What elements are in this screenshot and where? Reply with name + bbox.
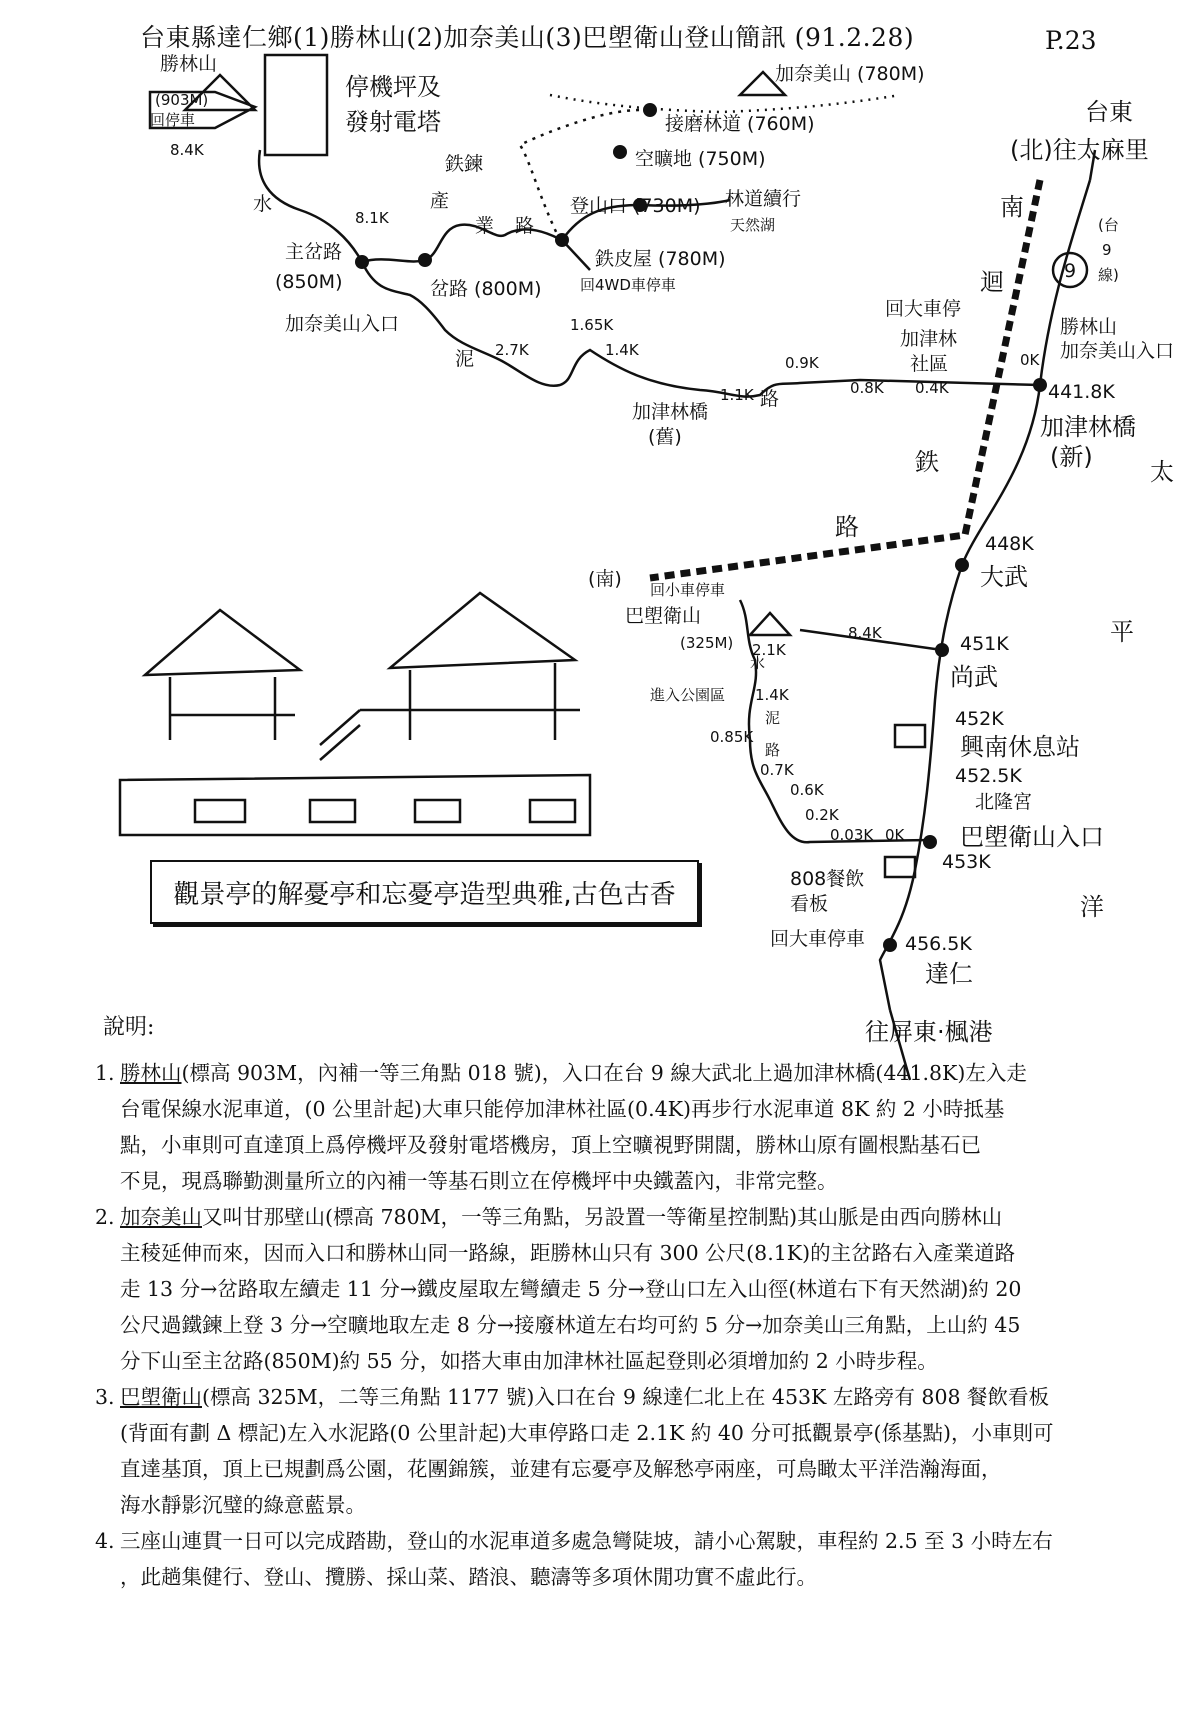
label-road-char: 路 [760, 388, 780, 410]
label-shenglin: 勝林山 [160, 53, 218, 75]
label-shenglin-note: 回停車 [150, 111, 196, 129]
label-dist-1-4k: 1.4K [605, 341, 639, 359]
note-number: 2. [95, 1205, 115, 1229]
label-main-fork-elev: (850M) [275, 271, 343, 293]
label-bus-park-3: 社區 [910, 353, 949, 375]
label-mud-b: 泥 [765, 709, 781, 727]
label-rail-2: 路 [835, 513, 859, 541]
label-dist-1-1k: 1.1K [720, 386, 754, 404]
label-sign-2: 看板 [790, 893, 829, 915]
note-line: ，此趟集健行、登山、攬勝、採山菜、踏浪、聽濤等多項休閒功實不虛此行。 [120, 1565, 817, 1589]
label-dist-0-03k: 0.03K [830, 826, 874, 844]
note-line: 海水靜影沉璧的綠意藍景。 [120, 1493, 366, 1517]
label-water-1: 水 [253, 193, 273, 215]
label-km-456-5: 456.5K [905, 933, 972, 955]
note-4 [95, 1523, 1195, 1595]
label-dist-2-7k: 2.7K [495, 341, 529, 359]
label-dist-0-9k: 0.9K [785, 354, 819, 372]
label-km-441-8: 441.8K [1048, 381, 1115, 403]
label-dist-2-1k: 2.1K [752, 641, 786, 659]
tower-icon [265, 55, 327, 155]
label-shangwu: 尚武 [950, 663, 998, 691]
label-loop-char: 迴 [980, 268, 1004, 296]
label-route9-2: 9 [1102, 241, 1112, 259]
label-sign-1: 808餐飲 [790, 868, 865, 890]
note-3 [95, 1379, 1195, 1523]
pavilion-windows [195, 800, 575, 822]
label-forest-road-cont: 林道續行 [725, 188, 802, 210]
note-line: 台電保線水泥車道，(0 公里計起)大車只能停加津林社區(0.4K)再步行水泥車道 8K 約 2 小時抵基 [120, 1097, 1005, 1121]
label-xingnan: 興南休息站 [960, 733, 1080, 761]
label-shenglin-elev: (903M) [155, 91, 209, 109]
node-balangwei-entry [923, 835, 937, 849]
label-route9-1: (台 [1098, 216, 1119, 234]
label-beilong: 北隆宮 [975, 791, 1033, 813]
label-natural-lake: 天然湖 [730, 216, 776, 234]
node-jieke [643, 103, 657, 117]
label-north-taimali: (北)往太麻里 [1010, 136, 1149, 164]
rest-stop-icon [895, 725, 925, 747]
balangwei-summit-icon [750, 613, 790, 635]
pavilion-left-roof [145, 610, 300, 740]
note-mountain-name: 巴塱衛山 [120, 1385, 202, 1409]
note-number: 4. [95, 1529, 115, 1553]
label-bus-park-b: 回大車停車 [770, 928, 866, 950]
note-number: 3. [95, 1385, 115, 1409]
label-trailhead: 登山口 (730M) [570, 195, 701, 217]
label-tin-house: 鉄皮屋 (780M) [595, 248, 726, 270]
note-line: 主稜延伸而來，因而入口和勝林山同一路線，距勝林山只有 300 公尺(8.1K)的主岔路右入產業道路 [120, 1241, 1016, 1265]
label-dist-8-4k: 8.4K [170, 141, 204, 159]
label-entry-2: 加奈美山入口 [1060, 340, 1175, 362]
label-taitung: 台東 [1085, 98, 1133, 126]
note-2 [95, 1199, 1195, 1379]
label-industry-2: 業 [475, 215, 495, 237]
note-line: (標高 325M，二等三角點 1177 號)入口在台 9 線達仁北上在 453K 左路旁有 808 餐飲看板 [202, 1385, 1050, 1409]
label-south-end: (南) [588, 568, 622, 590]
label-bus-park-2: 加津林 [900, 328, 958, 350]
label-balangwei-entry: 巴塱衛山入口 [960, 823, 1104, 851]
label-tower-1: 停機坪及 [345, 73, 441, 101]
note-line: 點，小車則可直達頂上爲停機坪及發射電塔機房，頂上空曠視野開闊，勝林山原有圖根點基石已 [120, 1133, 981, 1157]
label-dist-0k-b: 0K [885, 826, 905, 844]
label-km-452-5: 452.5K [955, 765, 1022, 787]
node-441-8k [1033, 378, 1047, 392]
label-old-bridge-2: (舊) [648, 426, 682, 448]
label-dist-1-4k-b: 1.4K [755, 686, 789, 704]
label-dist-0-6k: 0.6K [790, 781, 824, 799]
label-dawu: 大武 [980, 563, 1028, 591]
label-main-fork: 主岔路 [285, 241, 343, 263]
label-km-452: 452K [955, 708, 1004, 730]
label-tower-2: 發射電塔 [345, 108, 441, 136]
label-balangwei-elev: (325M) [680, 634, 734, 652]
note-line: (標高 903M，內補一等三角點 018 號)，入口在台 9 線大武北上過加津林橋(441.8K)左入走 [181, 1061, 1027, 1085]
label-fork-800m: 岔路 (800M) [430, 278, 542, 300]
node-dawu [955, 558, 969, 572]
note-1 [95, 1055, 1195, 1199]
label-jianaimei-peak: 加奈美山 (780M) [775, 63, 925, 85]
summit-markers [150, 55, 925, 877]
note-line: 分下山至主岔路(850M)約 55 分，如搭大車由加津林社區起登則必須增加約 2 小時步程。 [120, 1349, 938, 1373]
label-mud: 泥 [455, 348, 475, 370]
label-jieke-road: 接磨林道 (760M) [665, 113, 815, 135]
node-fork-800m [418, 253, 432, 267]
label-route9-3: 線) [1098, 266, 1119, 284]
label-pacific-2: 平 [1110, 618, 1134, 646]
label-old-bridge-1: 加津林橋 [632, 401, 709, 423]
note-line: 三座山連貫一日可以完成踏勘，登山的水泥車道多處急彎陡坡，請小心駕駛，車程約 2.5 至 3 小時左右 [120, 1529, 1053, 1553]
node-industry-road [555, 233, 569, 247]
label-km-453: 453K [942, 851, 991, 873]
label-dist-0-85k: 0.85K [710, 728, 754, 746]
label-south-char: 南 [1000, 193, 1024, 221]
label-new-bridge-2: (新) [1050, 443, 1093, 471]
label-dist-0k: 0K [1020, 351, 1040, 369]
note-line: (背面有劃 Δ 標記)左入水泥路(0 公里計起)大車停路口走 2.1K 約 40 分可抵觀景亭(係基點)，小車則可 [120, 1421, 1054, 1445]
label-park-area: 進入公園區 [650, 686, 726, 704]
note-mountain-name: 加奈美山 [120, 1205, 202, 1229]
label-pacific-1: 太 [1150, 458, 1174, 486]
label-km-448: 448K [985, 533, 1034, 555]
map-nodes [355, 103, 1047, 952]
note-line: 公尺過鐵鍊上登 3 分→空曠地取左走 8 分→接廢林道左右均可約 5 分→加奈美山三角點，上山約 45 [120, 1313, 1021, 1337]
pavilion-railings [170, 710, 580, 715]
note-line: 又叫甘那壁山(標高 780M，一等三角點，另設置一等衛星控制點)其山脈是由西向勝林山 [202, 1205, 1003, 1229]
label-water-b: 水 [750, 654, 766, 672]
pavilion-caption: 觀景亭的解憂亭和忘憂亭造型典雅,古色古香 [150, 860, 699, 924]
note-line: 直達基頂，頂上已規劃爲公園，花團錦簇，並建有忘憂亭及解愁亭兩座，可鳥瞰太平洋浩瀚海面， [120, 1457, 1002, 1481]
label-dist-0-8k: 0.8K [850, 379, 884, 397]
label-bus-park-1: 回大車停 [885, 298, 962, 320]
page-title: 台東縣達仁鄉(1)勝林山(2)加奈美山(3)巴塱衛山登山簡訊 (91.2.28) [140, 23, 915, 52]
note-line: 不見，現爲聯勤測量所立的內補一等基石則立在停機坪中央鐵蓋內，非常完整。 [120, 1169, 838, 1193]
label-iron-chain: 鉄鍊 [445, 153, 484, 175]
node-shangwu [935, 643, 949, 657]
label-pacific-3: 洋 [1080, 893, 1104, 921]
label-km-451: 451K [960, 633, 1009, 655]
sign-board-icon [885, 857, 915, 877]
label-entry-1: 勝林山 [1060, 316, 1118, 338]
label-industry-3: 路 [515, 215, 535, 237]
note-mountain-name: 勝林山 [120, 1061, 182, 1085]
label-jianaimei-entry: 加奈美山入口 [285, 313, 400, 335]
page-number: P.23 [1045, 26, 1097, 55]
label-to-pingtung: 往屏東·楓港 [865, 1018, 993, 1046]
pavilion-stairs [320, 710, 360, 760]
node-main-fork [355, 255, 369, 269]
label-dist-0-4k: 0.4K [915, 379, 949, 397]
node-open-field [613, 145, 627, 159]
pavilion-right-roof [390, 593, 575, 740]
description-title: 說明: [103, 1015, 155, 1040]
label-dist-1-65k: 1.65K [570, 316, 614, 334]
pavilion-sketch [120, 593, 590, 835]
label-small-car-park: 回小車停車 [650, 581, 726, 599]
label-dist-0-7k: 0.7K [760, 761, 794, 779]
label-rail-1: 鉄 [915, 448, 939, 476]
label-dist-8-4k-b: 8.4K [848, 624, 882, 642]
label-4wd-park: 回4WD車停車 [580, 276, 676, 294]
label-new-bridge-1: 加津林橋 [1040, 413, 1136, 441]
label-route9-num: 9 [1064, 260, 1077, 282]
jieke-forest-road [550, 95, 900, 112]
note-number: 1. [95, 1061, 115, 1085]
label-daren: 達仁 [925, 960, 973, 988]
label-dist-8-1k: 8.1K [355, 209, 389, 227]
description-notes [95, 1055, 1195, 1595]
label-industry-1: 產 [430, 190, 450, 212]
label-open-field: 空曠地 (750M) [635, 148, 766, 170]
node-daren [883, 938, 897, 952]
note-line: 走 13 分→岔路取左續走 11 分→鐵皮屋取左彎續走 5 分→登山口左入山徑(林道右下有天然湖)約 20 [120, 1277, 1022, 1301]
label-balangwei: 巴塱衛山 [625, 605, 702, 627]
label-road-b: 路 [765, 741, 781, 759]
label-dist-0-2k: 0.2K [805, 806, 839, 824]
